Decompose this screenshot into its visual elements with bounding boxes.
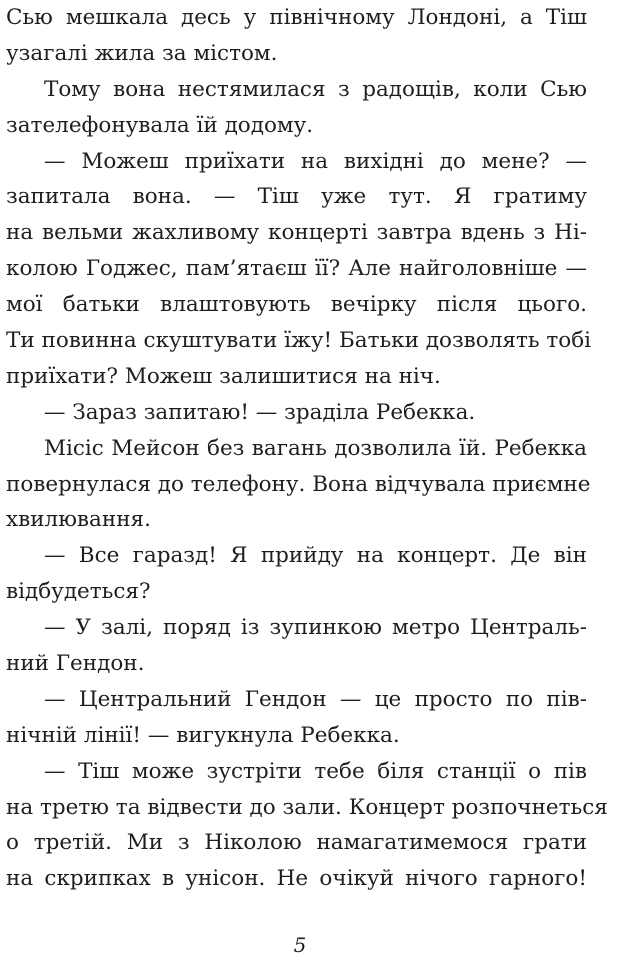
- text-line: на третю та відвести до зали. Концерт розпочнеться: [6, 794, 608, 820]
- text-line: Сью мешкала десь у північному Лондоні, а Тіш: [6, 5, 587, 30]
- text-line: зателефонувала їй додому.: [6, 112, 314, 138]
- page-body-text: [6, 0, 608, 897]
- text-line: Місіс Мейсон без вагань дозволила їй. Ребекка: [44, 435, 587, 461]
- text-line: на скрипках в унісон. Не очікуй нічого гарного!: [6, 866, 587, 892]
- text-line: нічній лінії! — вигукнула Ребекка.: [6, 722, 400, 748]
- text-line: узагалі жила за містом.: [6, 40, 278, 66]
- text-line: ний Гендон.: [6, 651, 145, 677]
- text-line: мої батьки влаштовують вечірку після цього.: [6, 292, 587, 318]
- text-line: о третій. Ми з Ніколою намагатимемося грати: [6, 830, 587, 856]
- text-line: — Все гаразд! Я прийду на концерт. Де він: [44, 543, 587, 569]
- page-number: 5: [293, 933, 307, 957]
- text-line: — Можеш приїхати на вихідні до мене? —: [44, 148, 587, 174]
- text-line: — У залі, поряд із зупинкою метро Централь-: [44, 615, 587, 641]
- text-line: — Зараз запитаю! — зраділа Ребекка.: [44, 399, 476, 425]
- text-line: приїхати? Можеш залишитися на ніч.: [6, 363, 441, 389]
- text-line: запитала вона. — Тіш уже тут. Я гратиму: [6, 184, 587, 210]
- text-line: хвилювання.: [6, 507, 151, 533]
- text-line: Ти повинна скуштувати їжу! Батьки дозволять тобі: [6, 328, 592, 354]
- text-line: Тому вона нестямилася з радощів, коли Сью: [44, 76, 587, 102]
- text-line: колою Годжес, пам’ятаєш її? Але найголовніше —: [6, 256, 587, 282]
- text-line: — Центральний Гендон — це просто по пів-: [44, 686, 587, 712]
- text-line: повернулася до телефону. Вона відчувала приємне: [6, 471, 591, 497]
- text-line: на вельми жахливому концерті завтра вдень з Ні-: [6, 220, 587, 246]
- text-line: відбудеться?: [6, 579, 151, 605]
- text-line: — Тіш може зустріти тебе біля станції о пів: [44, 758, 587, 784]
